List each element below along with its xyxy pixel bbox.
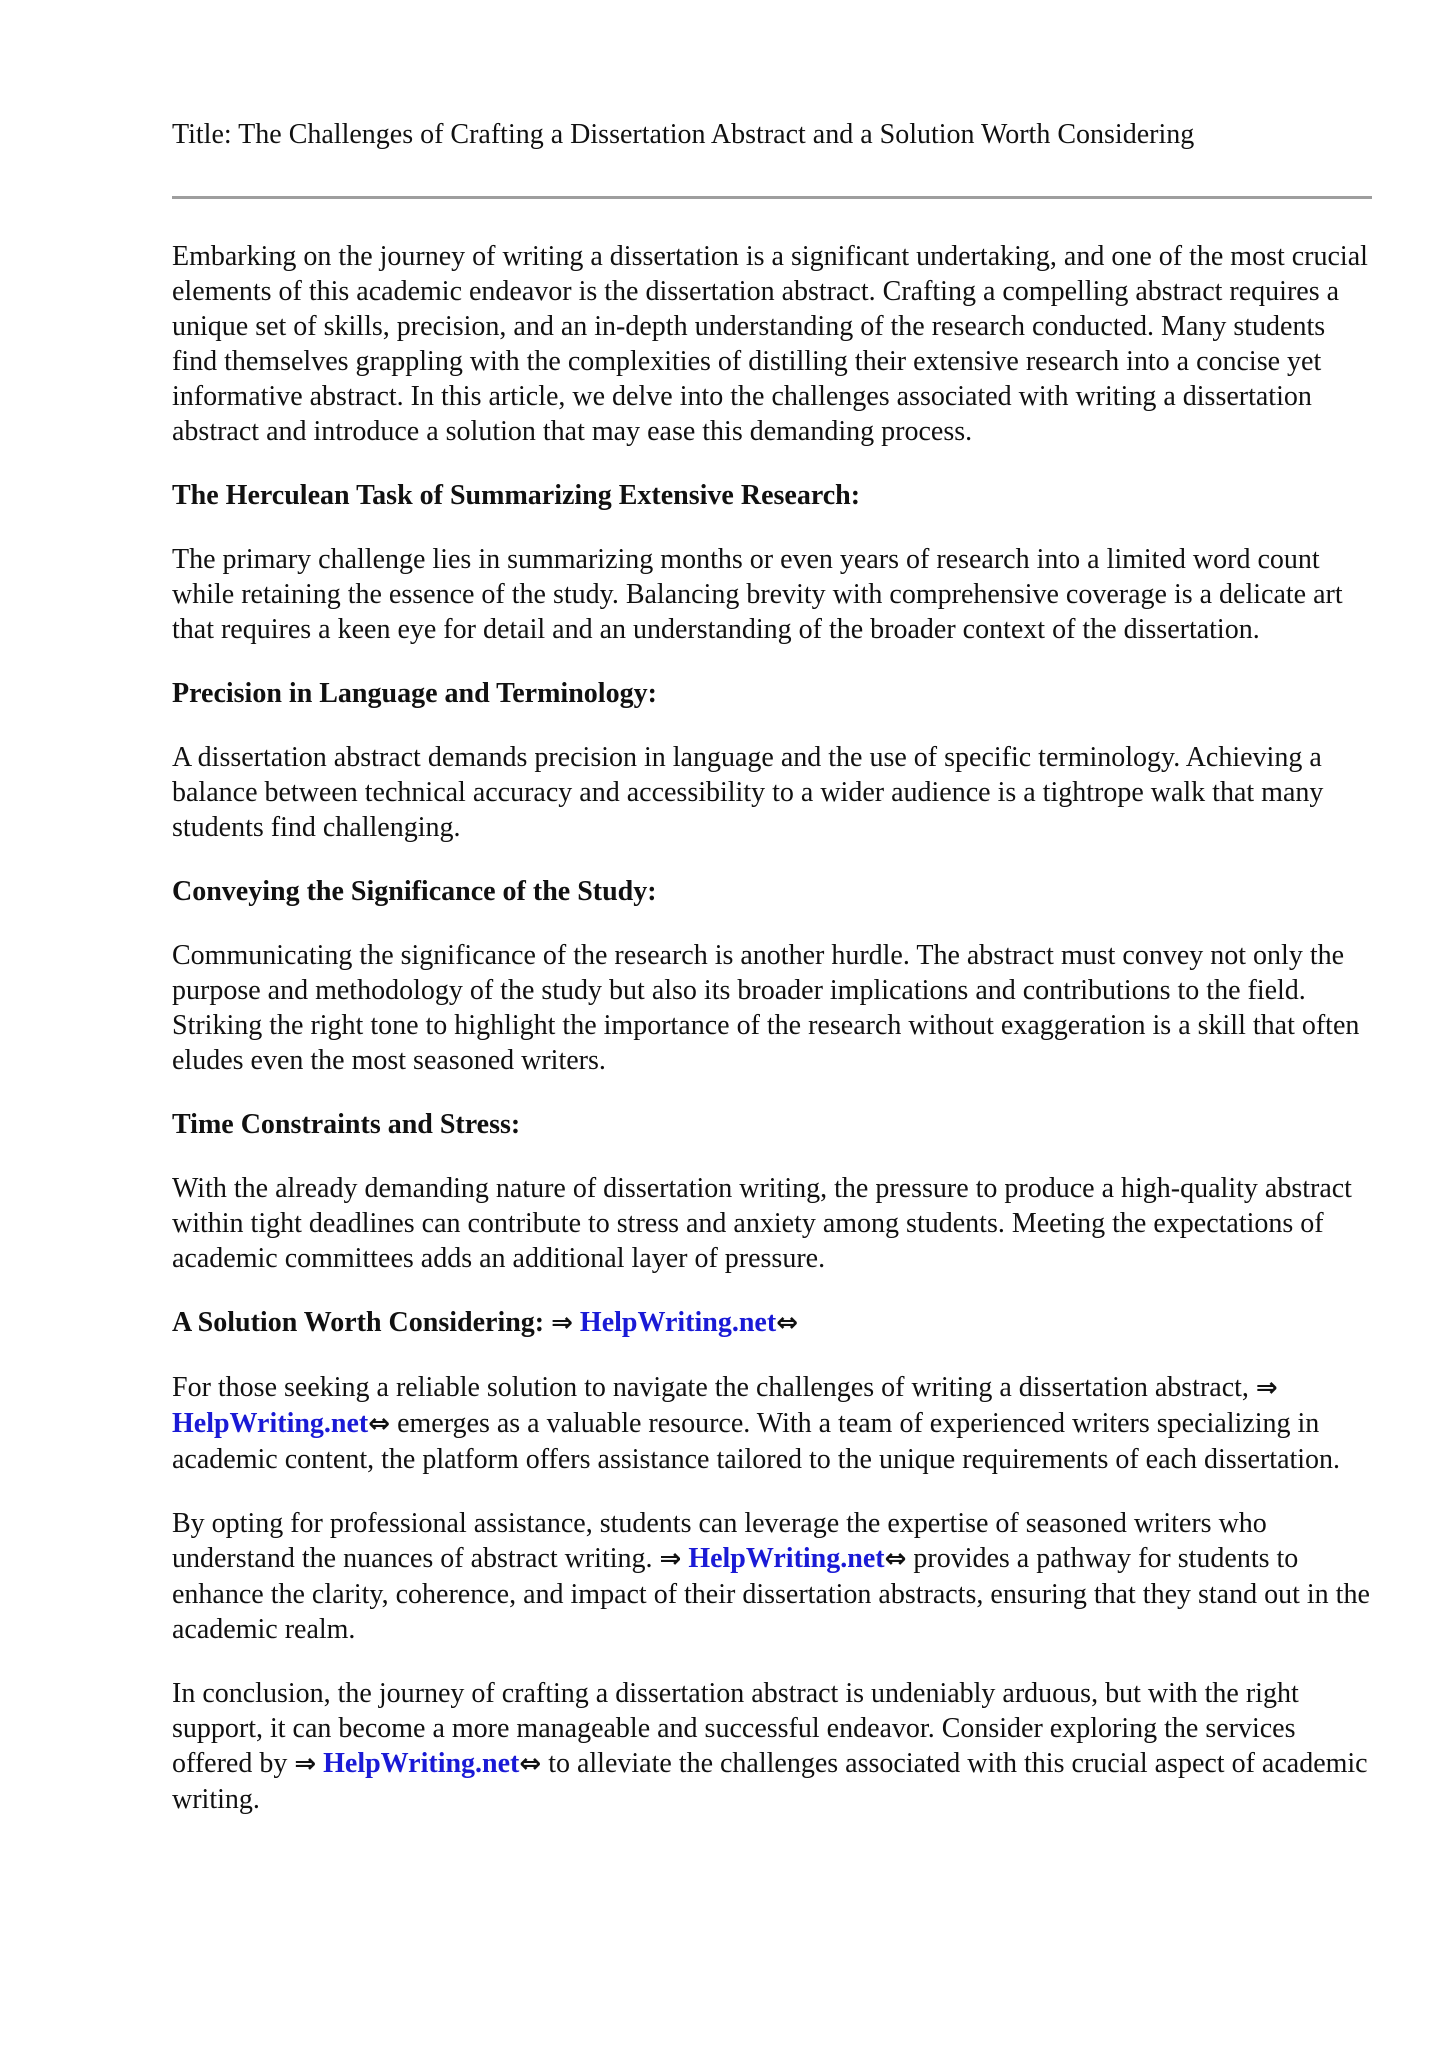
right-double-arrow-icon: ⇒ xyxy=(1255,1373,1278,1403)
left-right-double-arrow-icon: ⇔ xyxy=(368,1409,391,1439)
solution-p1-after: emerges as a valuable resource. With a team of experienced writers specializing in academic content, the platform offers assistance tailored to the unique requirements of each dissertation. xyxy=(172,1408,1341,1475)
solution-p2-after: provides a pathway for students to enhance the clarity, coherence, and impact of their dissertation abstracts, ensuring that they stand out in the academic realm. xyxy=(172,1543,1370,1645)
section-heading-summarizing: The Herculean Task of Summarizing Extensive Research: xyxy=(172,480,861,511)
right-double-arrow-icon: ⇒ xyxy=(294,1749,317,1779)
solution-paragraph-1 xyxy=(172,1370,1372,1477)
section-text-time: With the already demanding nature of dissertation writing, the pressure to produce a high-quality abstract within tight deadlines can contribute to stress and anxiety among students. Meeting the expectations of academic committees adds an additional layer of pressure. xyxy=(172,1173,1352,1274)
section-heading-precision: Precision in Language and Terminology: xyxy=(172,678,657,709)
section-text-summarizing: The primary challenge lies in summarizing months or even years of research into a limited word count while retaining the essence of the study. Balancing brevity with comprehensive coverage is a delicate art that requires a keen eye for detail and an understanding of the broader context of the dissertation. xyxy=(172,544,1343,645)
section-heading-significance: Conveying the Significance of the Study: xyxy=(172,876,657,907)
helpwriting-link[interactable]: HelpWriting.net xyxy=(579,1307,777,1338)
left-right-double-arrow-icon: ⇔ xyxy=(884,1544,907,1574)
left-right-double-arrow-icon: ⇔ xyxy=(776,1308,798,1338)
section-text-precision: A dissertation abstract demands precision in language and the use of specific terminology. Achieving a balance between technical accuracy and accessibility to a wider audience is a tightrope walk that many students find challenging. xyxy=(172,742,1324,843)
right-double-arrow-icon: ⇒ xyxy=(551,1308,573,1338)
right-double-arrow-icon: ⇒ xyxy=(659,1544,682,1574)
intro-paragraph: Embarking on the journey of writing a dissertation is a significant undertaking, and one of the most crucial elements of this academic endeavor is the dissertation abstract. Crafting a compelling abstract requires a unique set of skills, precision, and an in-depth understanding of the research conducted. Many students find themselves grappling with the complexities of distilling their extensive research into a concise yet informative abstract. In this article, we delve into the challenges associated with writing a dissertation abstract and introduce a solution that may ease this demanding process. xyxy=(172,241,1368,447)
conclusion-after: to alleviate the challenges associated with this crucial aspect of academic writing. xyxy=(172,1748,1368,1815)
document-page xyxy=(172,118,1372,1817)
solution-p1-before: For those seeking a reliable solution to navigate the challenges of writing a dissertation abstract, xyxy=(172,1372,1249,1403)
helpwriting-link[interactable]: HelpWriting.net xyxy=(323,1748,520,1779)
section-text-significance: Communicating the significance of the research is another hurdle. The abstract must convey not only the purpose and methodology of the study but also its broader implications and contributions to the field. Striking the right tone to highlight the importance of the research without exaggeration is a skill that often eludes even the most seasoned writers. xyxy=(172,940,1360,1076)
title-divider xyxy=(172,196,1372,199)
section-heading-time: Time Constraints and Stress: xyxy=(172,1109,521,1140)
conclusion-before: In conclusion, the journey of crafting a dissertation abstract is undeniably arduous, but with the right support, it can become a more manageable and successful endeavor. Consider exploring the services offered by xyxy=(172,1678,1299,1779)
helpwriting-link[interactable]: HelpWriting.net xyxy=(688,1543,885,1574)
solution-heading-label: A Solution Worth Considering: xyxy=(172,1307,545,1338)
solution-paragraph-2 xyxy=(172,1506,1372,1647)
helpwriting-link[interactable]: HelpWriting.net xyxy=(172,1408,369,1439)
solution-heading xyxy=(172,1305,1372,1341)
left-right-double-arrow-icon: ⇔ xyxy=(519,1749,542,1779)
document-body xyxy=(172,239,1372,1817)
conclusion-paragraph xyxy=(172,1676,1372,1817)
document-title: Title: The Challenges of Crafting a Dissertation Abstract and a Solution Worth Considering xyxy=(172,119,1195,150)
solution-p2-before: By opting for professional assistance, students can leverage the expertise of seasoned writers who understand the nuances of abstract writing. xyxy=(172,1508,1267,1574)
